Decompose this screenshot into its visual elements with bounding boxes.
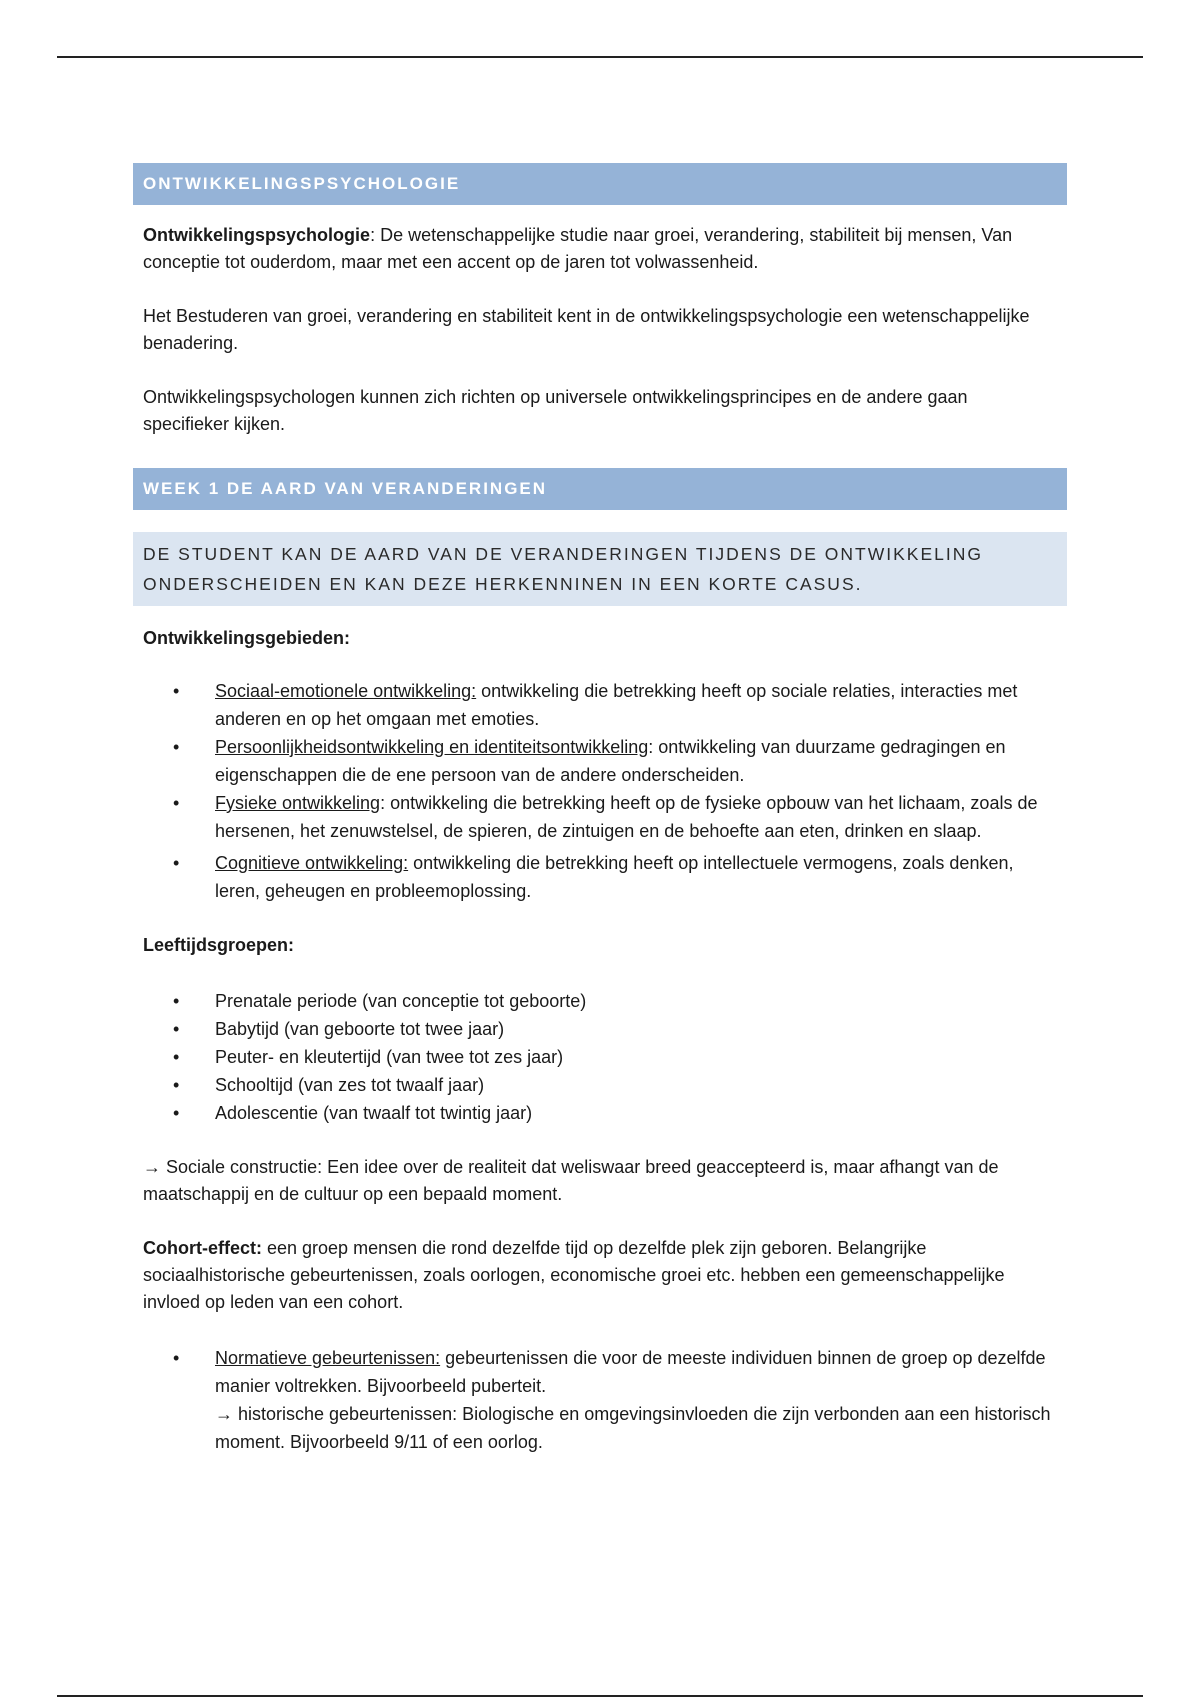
cohort-text: een groep mensen die rond dezelfde tijd op dezelfde plek zijn geboren. Belangrijke sociaalhistorische gebeurtenissen, zoals oorlogen, economische groei etc. hebben een gemeenschappelijke invloed op leden van een cohort. <box>143 1238 1005 1312</box>
paragraph-study: Het Bestuderen van groei, verandering en stabiliteit kent in de ontwikkelingspsychologie een wetenschappelijke benadering. <box>143 306 1030 353</box>
arrow-right-icon: → <box>215 1404 233 1424</box>
cohort-paragraph <box>133 1235 1067 1316</box>
historical-events-text: historische gebeurtenissen: Biologische en omgevingsinvloeden die zijn verbonden aan een historisch moment. Bijvoorbeeld 9/11 of een oorlog. <box>215 1404 1051 1452</box>
list-item <box>133 733 1067 789</box>
normative-term: Normatieve gebeurtenissen: <box>215 1348 441 1368</box>
domain-text: : ontwikkeling van duurzame gedragingen en eigenschappen die de ene persoon van de andere onderscheiden. <box>215 737 1006 785</box>
domain-term: Fysieke ontwikkeling <box>215 793 381 813</box>
domain-term: Sociaal-emotionele ontwikkeling: <box>215 681 477 701</box>
top-rule <box>57 56 1143 58</box>
section-header-ontwikkelingspsychologie: ONTWIKKELINGSPSYCHOLOGIE <box>133 163 1067 205</box>
normative-list <box>133 1344 1067 1456</box>
bottom-rule <box>57 1695 1143 1697</box>
social-construct-paragraph <box>133 1154 1067 1208</box>
social-construct-text: Sociale constructie: Een idee over de realiteit dat weliswaar breed geaccepteerd is, maar afhangt van de maatschappij en de cultuur op een bepaald moment. <box>143 1157 999 1204</box>
list-item <box>133 789 1067 845</box>
list-item: • Schooltijd (van zes tot twaalf jaar) <box>133 1071 1067 1099</box>
domains-list <box>133 677 1067 905</box>
ages-list <box>133 987 1067 1127</box>
domain-text: ontwikkeling die betrekking heeft op sociale relaties, interacties met anderen en op het omgaan met emoties. <box>215 681 1018 729</box>
list-item: • Adolescentie (van twaalf tot twintig jaar) <box>133 1099 1067 1127</box>
page-content <box>133 163 1067 1456</box>
list-item: • Peuter- en kleutertijd (van twee tot zes jaar) <box>133 1043 1067 1071</box>
ages-heading-text: Leeftijdsgroepen: <box>143 935 295 955</box>
definition-term: Ontwikkelingspsychologie <box>143 225 371 245</box>
domain-text: : ontwikkeling die betrekking heeft op de fysieke opbouw van het lichaam, zoals de hersenen, het zenuwstelsel, de spieren, de zintuigen en de behoefte aan eten, drinken en slaap. <box>215 793 1038 841</box>
learning-goal-header: DE STUDENT KAN DE AARD VAN DE VERANDERINGEN TIJDENS DE ONTWIKKELING ONDERSCHEIDEN EN KAN DEZE HERKENNINEN IN EEN KORTE CASUS. <box>133 532 1067 606</box>
list-item: • Babytijd (van geboorte tot twee jaar) <box>133 1015 1067 1043</box>
domain-term: Cognitieve ontwikkeling: <box>215 853 409 873</box>
list-item <box>133 849 1067 905</box>
arrow-right-icon: → <box>143 1157 161 1177</box>
cohort-term: Cohort-effect: <box>143 1238 262 1258</box>
ages-heading <box>133 932 1067 959</box>
list-item <box>133 677 1067 733</box>
list-item <box>133 1344 1067 1456</box>
domains-heading-text: Ontwikkelingsgebieden: <box>143 628 351 648</box>
domain-term: Persoonlijkheidsontwikkeling en identiteitsontwikkeling <box>215 737 649 757</box>
domains-heading <box>133 625 1067 652</box>
domain-text: ontwikkeling die betrekking heeft op intellectuele vermogens, zoals denken, leren, geheugen en probleemoplossing. <box>215 853 1014 901</box>
normative-text: gebeurtenissen die voor de meeste individuen binnen de groep op dezelfde manier voltrekken. Bijvoorbeeld puberteit. <box>215 1348 1046 1396</box>
section-header-week1: WEEK 1 DE AARD VAN VERANDERINGEN <box>133 468 1067 510</box>
paragraph-universal: Ontwikkelingspsychologen kunnen zich richten op universele ontwikkelingsprincipes en de andere gaan specifieker kijken. <box>143 387 968 434</box>
definition-paragraph <box>133 222 1067 276</box>
definition-text: : De wetenschappelijke studie naar groei, verandering, stabiliteit bij mensen, Van conceptie tot ouderdom, maar met een accent op de jaren tot volwassenheid. <box>143 225 1013 272</box>
list-item: • Prenatale periode (van conceptie tot geboorte) <box>133 987 1067 1015</box>
